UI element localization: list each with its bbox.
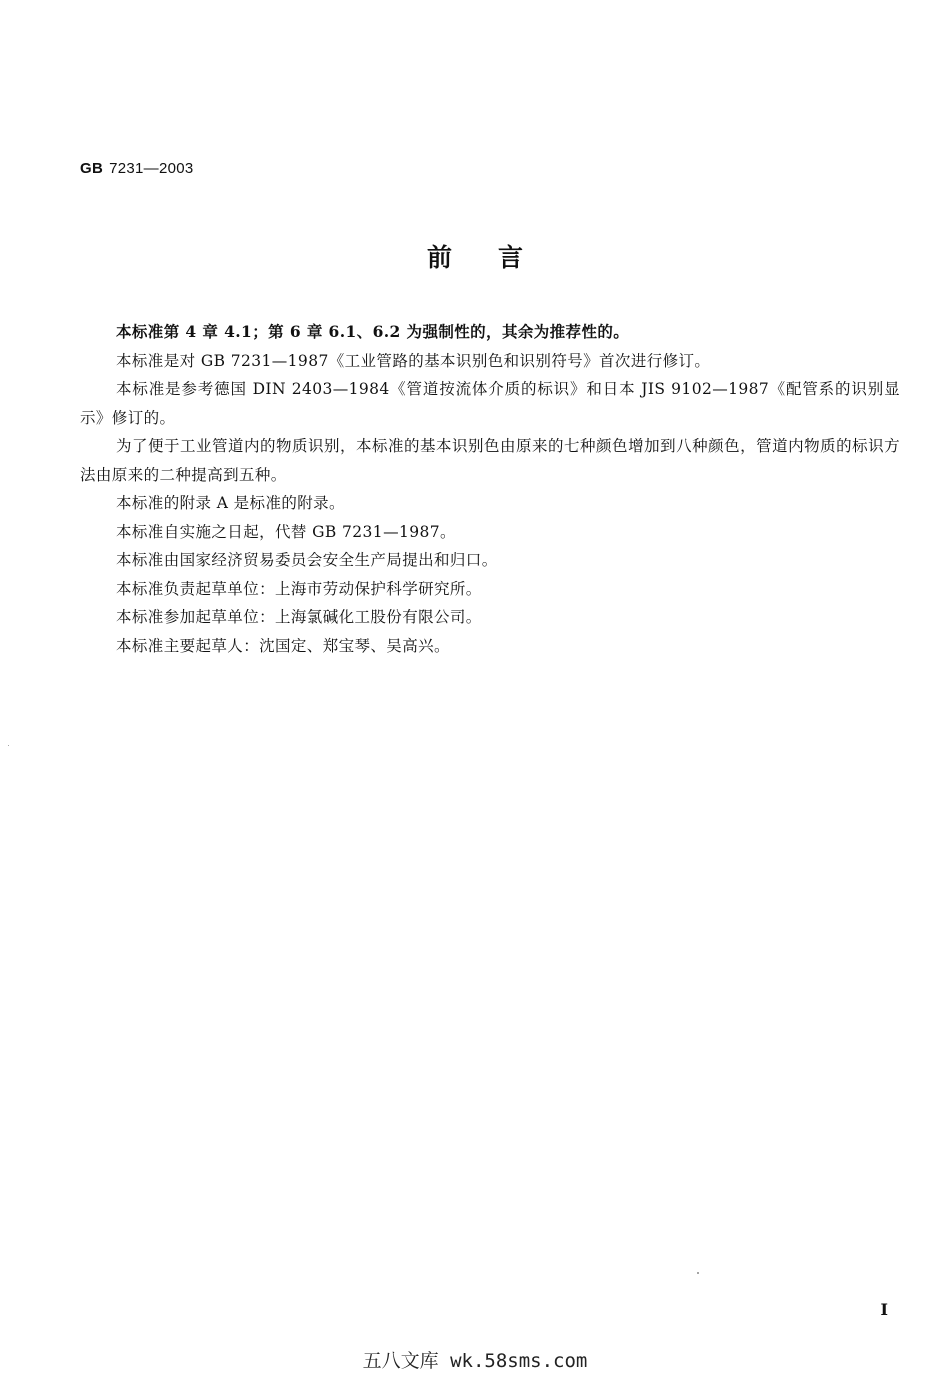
paragraph-references: 本标准是参考德国 DIN 2403—1984《管道按流体介质的标识》和日本 JIS 9102—1987《配管系的识别显示》修订的。: [80, 380, 900, 427]
page-number: I: [880, 1300, 888, 1319]
page-title: 前言: [426, 243, 569, 272]
standard-number: 7231—2003: [109, 160, 194, 177]
standard-prefix: GB: [80, 160, 104, 177]
paragraph-proposed-by: 本标准由国家经济贸易委员会安全生产局提出和归口。: [116, 551, 498, 569]
paragraph-replaces: 本标准自实施之日起，代替 GB 7231—1987。: [116, 522, 456, 541]
foreword-body: [80, 318, 900, 660]
paragraph-revision: 本标准是对 GB 7231—1987《工业管路的基本识别色和识别符号》首次进行修订。: [116, 351, 711, 370]
watermark-text: 五八文库 wk.58sms.com: [362, 1350, 588, 1372]
paragraph-appendix: 本标准的附录 A 是标准的附录。: [116, 494, 345, 512]
paragraph-drafters: 本标准主要起草人：沈国定、郑宝琴、吴高兴。: [116, 636, 450, 655]
paragraph-participating-unit: 本标准参加起草单位：上海氯碱化工股份有限公司。: [116, 608, 482, 626]
standard-code: [80, 160, 194, 177]
paragraph-mandatory-clauses: 本标准第 4 章 4.1；第 6 章 6.1、6.2 为强制性的，其余为推荐性的。: [116, 322, 630, 341]
scan-speck: [697, 1272, 699, 1274]
paragraph-drafting-unit: 本标准负责起草单位：上海市劳动保护科学研究所。: [116, 579, 482, 598]
paragraph-changes: 为了便于工业管道内的物质识别，本标准的基本识别色由原来的七种颜色增加到八种颜色，管道内物质的标识方法由原来的二种提高到五种。: [80, 437, 900, 484]
scan-speck: [8, 745, 9, 746]
